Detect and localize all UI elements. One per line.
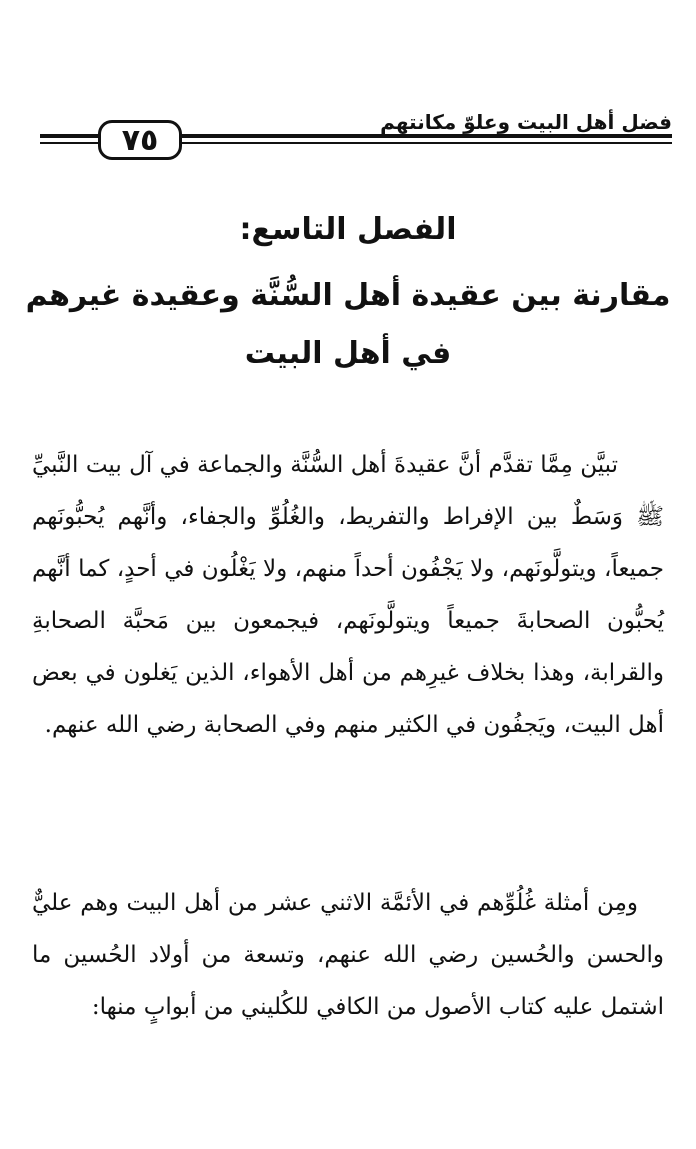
page-number-box — [98, 120, 182, 160]
paragraph-1: تبيَّن مِمَّا تقدَّم أنَّ عقيدةَ أهل السُّنَّة والجماعة في آل بيت النَّبيِّ ﷺ وَسَطٌ بين الإفراط والتفريط، والغُلُوِّ والجفاء، وأنَّهم يُحبُّونَهم جميعاً، ويتولَّونَهم، ولا يَجْفُون أحداً منهم، ولا يَغْلُون في أحدٍ، كما أنَّهم يُحبُّون الصحابةَ جميعاً ويتولَّونَهم، فيجمعون بين مَحبَّة الصحابةِ والقرابة، وهذا بخلاف غيرِهم من أهل الأهواء، الذين يَغلون في بعض أهل البيت، ويَجفُون في الكثير منهم وفي الصحابة رضي الله عنهم. — [32, 452, 665, 738]
chapter-title-line-2: في أهل البيت — [244, 336, 452, 371]
chapter-label: الفصل التاسع: — [239, 212, 457, 247]
chapter-title-line-1: مقارنة بين عقيدة أهل السُّنَّة وعقيدة غيرهم — [25, 278, 671, 313]
running-title: فضل أهل البيت وعلوّ مكانتهم — [380, 110, 672, 134]
header-rule-right-thin — [182, 142, 672, 144]
paragraph-2: ومِن أمثلة غُلُوِّهم في الأئمَّة الاثني عشر من أهل البيت وهم عليٌّ والحسن والحُسين رضي الله عنهم، وتسعة من أولاد الحُسين ما اشتمل عليه كتاب الأصول من الكافي للكُليني من أبوابٍ منها: — [32, 890, 664, 1020]
page-header — [40, 112, 672, 176]
page-number: ٧٥ — [121, 122, 159, 158]
header-rule-left-thin — [40, 142, 98, 144]
header-rule-left — [40, 134, 98, 138]
header-rule-right — [182, 134, 672, 138]
